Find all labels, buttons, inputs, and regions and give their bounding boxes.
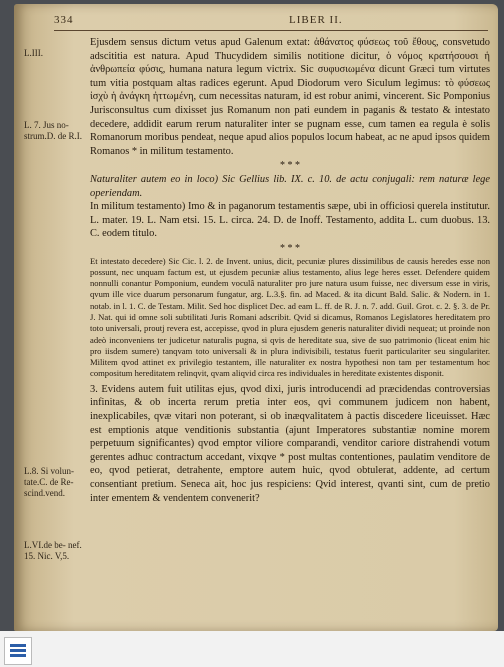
margin-note: L. 7. Jus no- strum.D. de R.I. bbox=[24, 120, 82, 141]
margin-note: L.VI.de be- nef. 15. Nic. V,5. bbox=[24, 540, 82, 561]
paragraph: 3. Evidens autem fuit utilitas ejus, qvod dixi, juris introducendi ad præcidendas controversias infinitas, & ob incerta rerum pretia inter eos, qvi communem judicem non habent, inexplicabiles, qvæ vitari non poterant, si ob inæqvalitatem à pactis discedere liceuisset. Hæc est emptionis atque venditionis substantia (ajunt Imperatores substantiæ nomine morem perpetuum significantes) qvod emptor viliore comparandi, venditor cariore distrahendi votum gerentes adhuc contractum accedant, vixqve * post multas contentiones, paulatim venditore de eo, qvod petierat, detrahente, emptore autem huic, qvod obtulerat, addente, ad certum consentiant pretium. Seneca ait, hoc jus respiciens: Qvid interest, qvanti sint, cum de pretio inter ementem & vendentem convenerit? bbox=[90, 383, 490, 504]
margin-note: L.III. bbox=[24, 48, 43, 58]
section-ornament: * * * bbox=[280, 160, 300, 172]
page-number: 334 bbox=[54, 14, 74, 26]
margin-note: L.8. Si volun- tate.C. de Re- scind.vend. bbox=[24, 466, 75, 498]
viewer-footer bbox=[0, 631, 504, 667]
main-text bbox=[90, 36, 490, 505]
library-logo-icon bbox=[4, 637, 32, 665]
book-page bbox=[14, 4, 498, 631]
footnote-paragraph: Et intestato decedere) Sic Cic. l. 2. de Invent. unius, dicit, pecuniæ plures dissimilibus de causis heredes esse non possunt, nec unquam factum est, ut ejusdem pecuniæ alius testamento, alius lege heres esset. Defendere quidem nonnulli conantur Pomponium, eundem voculâ naturaliter pro jure natura usum fuisse, nec diversum esse in viris, qvum ille vice duarum personarum fungatur, arg. L.3.§. fin. ad Maced. & ita dicunt Bald. Salic. & Nodern. in 1. notab. in l. 1. C. de Testam. Milit. Sed hoc displicet Dec. ad eam L. ff. de R. J. n. 7. add. Guil. Grot. c. 2. §. 3. de Pr. J. Nat. qui id omne soli subtilitati Juris Romani adscribit. Qvid si dicamus, Romanos Legislatores hereditatem pro toto universali, proutj revera est, accepisse, qvod in plura ejusdem generis naturaliter dividi nequeat; ut proinde non adeò inconveniens ter judicetur naturalis pugna, si qvis de hereditate sua, sive de suo patrimonio (liceat enim hic pro iisdem sumere) tanqvam toto universali & in plura indivisibili, testatus fuerit particulariter seu singulariter. Militem qvod attinet ex privilegio testantem, ille naturaliter ex nostra hypothesi non tam per testamentum hoc compositum hereditatem relinqvit, qvam aliqvid circa res individuales in hereditate existentes disponit. bbox=[90, 255, 490, 379]
page-title: LIBER II. bbox=[289, 14, 343, 26]
section-ornament: * * * bbox=[280, 242, 300, 254]
paragraph: Ejusdem sensus dictum vetus apud Galenum extat: ἀθάνατος φύσεως τοῦ ἔθους, consvetudo adscititia est natura. Apud Thucydidem similis notitione dicitur, ὁ νόμος κρατήσουσι ἡ ἀνθρωπεία φύσις, humana natura legum victrix. Sic συφυσιωμένα dicunt Græci tum virtutes tum vitia postquam altas radices egerunt. Apud Diodorum vero Siculum legimus: τὸ φύσεως ἰσχὺ ἡ ἀνάγκη ἠττωμένη, cum necessitas naturam, id est robur animi, vincerent. Sic Pomponius Jurisconsultus cum dixisset jus Romanum non pati eundem in paganis & testato & intestato decedere, addidit earum rerum naturaliter inter se pugnam esse, cum tamen ea regula è solis Romanorum moribus pendeat, neque apud alios populos locum habeat, ac ne apud ipsos quidem Romanos * in militum testamento. bbox=[90, 37, 490, 157]
running-head bbox=[54, 14, 488, 30]
paragraph: Naturaliter autem eo in loco) Sic Gellius lib. IX. c. 10. de actu conjugali: rem naturæ lege operiendam. bbox=[90, 173, 490, 199]
header-rule bbox=[54, 30, 488, 31]
paragraph: In militum testamento) Imo & in paganorum testamentis sæpe, ubi in officiosi querela institutur. L. mater. 19. L. Nam etsi. 15. L. circa. 24. D. de Inoff. Testamento, addita L. cum duobus. 13. C. eodem titulo. bbox=[90, 201, 490, 240]
